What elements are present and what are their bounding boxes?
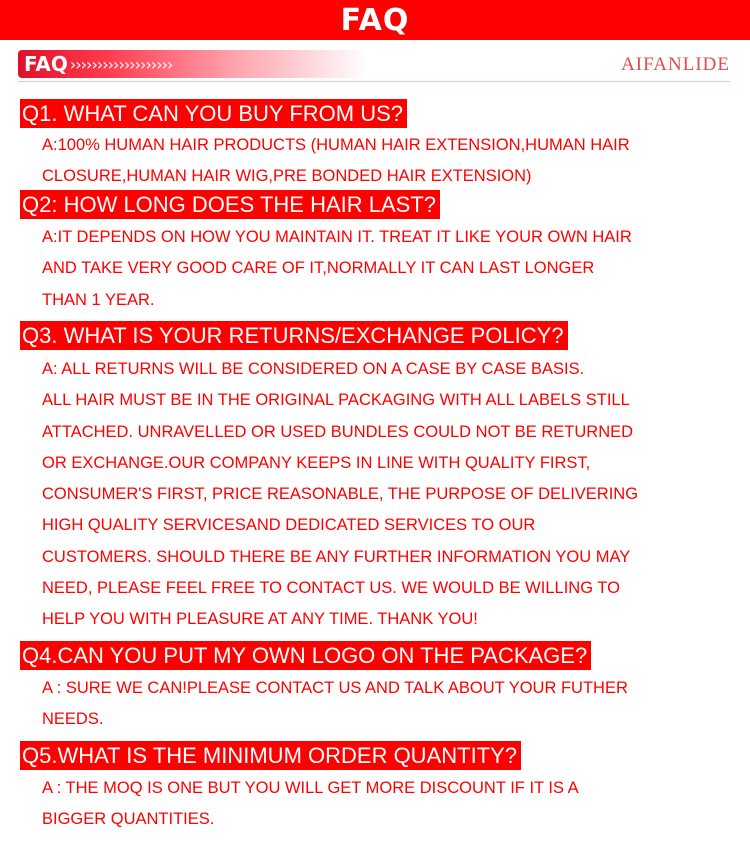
divider [18, 81, 730, 82]
answer-2: A:IT DEPENDS ON HOW YOU MAINTAIN IT. TREAT IT LIKE YOUR OWN HAIR AND TAKE VERY GOOD CARE OF IT,NORMALLY IT CAN LAST LONGER THAN 1 YEAR. [42, 228, 632, 309]
answer-3: A: ALL RETURNS WILL BE CONSIDERED ON A CASE BY CASE BASIS. ALL HAIR MUST BE IN THE ORIGINAL PACKAGING WITH ALL LABELS STILL ATTACHED. UNRAVELLED OR USED BUNDLES COULD NOT BE RETURNED OR EXCHANGE.OUR COMPANY KEEPS IN LINE WITH QUALITY FIRST, CONSUMER'S FIRST, PRICE REASONABLE, THE PURPOSE OF DELIVERING HIGH QUALITY SERVICESAND DEDICATED SERVICES TO OUR CUSTOMERS. SHOULD THERE BE ANY FURTHER INFORMATION YOU MAY NEED, PLEASE FEEL FREE TO CONTACT US. WE WOULD BE WILLING TO HELP YOU WITH PLEASURE AT ANY TIME. THANK YOU! [42, 360, 639, 629]
answer-1: A:100% HUMAN HAIR PRODUCTS (HUMAN HAIR EXTENSION,HUMAN HAIR CLOSURE,HUMAN HAIR WIG,PRE BONDED HAIR EXTENSION) [42, 136, 630, 186]
question-1: Q1. WHAT CAN YOU BUY FROM US? [20, 99, 407, 128]
brand-name: AIFANLIDE [621, 54, 730, 75]
faq-banner [0, 0, 750, 40]
faq-tag-label: FAQ [24, 52, 68, 76]
question-3: Q3. WHAT IS YOUR RETURNS/EXCHANGE POLICY? [20, 321, 568, 350]
chevron-arrows-icon: ››››››››››››››››››› [69, 54, 173, 74]
answer-5: A : THE MOQ IS ONE BUT YOU WILL GET MORE DISCOUNT IF IT IS A BIGGER QUANTITIES. [42, 779, 579, 829]
faq-subheader [18, 48, 730, 82]
faq-tag [18, 50, 368, 78]
page-title: FAQ [340, 2, 410, 38]
question-2: Q2: HOW LONG DOES THE HAIR LAST? [20, 190, 440, 219]
question-4: Q4.CAN YOU PUT MY OWN LOGO ON THE PACKAGE? [20, 641, 591, 670]
answer-4: A : SURE WE CAN!PLEASE CONTACT US AND TALK ABOUT YOUR FUTHER NEEDS. [42, 679, 628, 729]
question-5: Q5.WHAT IS THE MINIMUM ORDER QUANTITY? [20, 741, 521, 770]
